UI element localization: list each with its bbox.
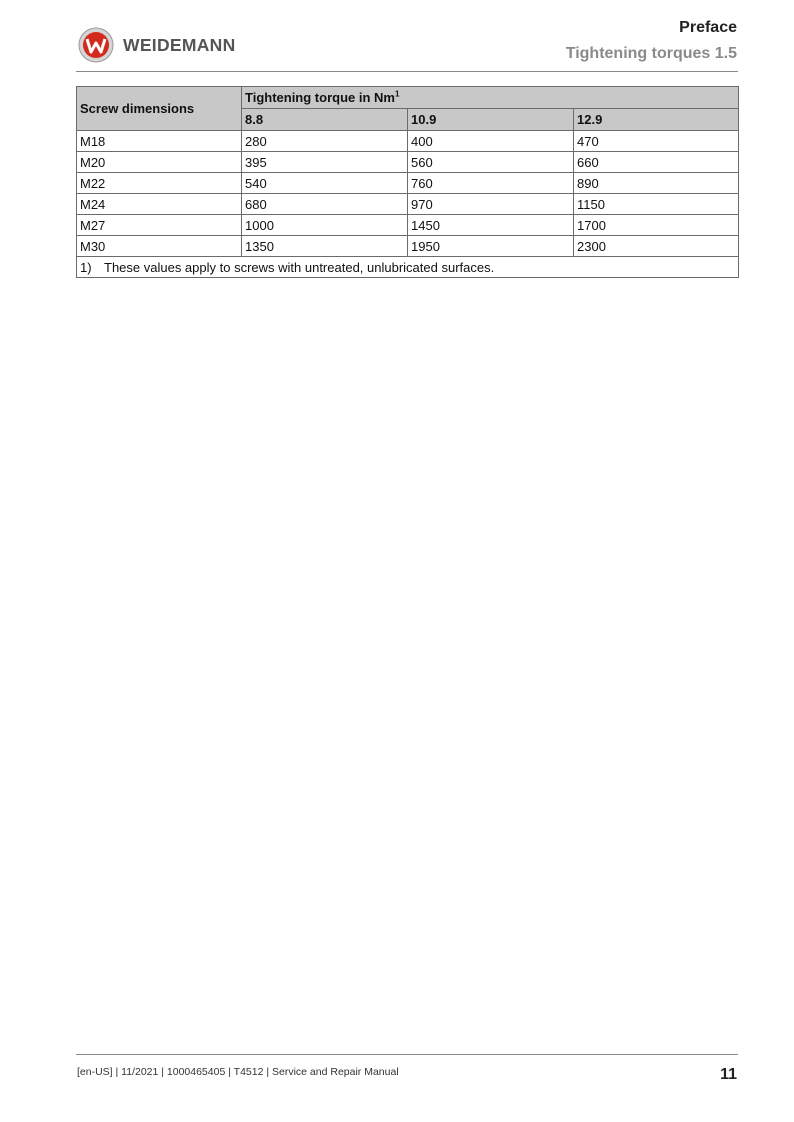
torque-value: 470 [574,131,739,152]
torque-value: 280 [242,131,408,152]
grade-header: 10.9 [408,109,574,131]
torque-value: 1150 [574,194,739,215]
subsection-title: Tightening torques 1.5 [565,45,737,62]
table-row [77,173,739,194]
torque-value: 1350 [242,236,408,257]
footnote-text: These values apply to screws with untreated, unlubricated surfaces. [104,259,495,275]
torque-value: 400 [408,131,574,152]
screw-size: M30 [77,236,242,257]
torque-value: 1700 [574,215,739,236]
torque-value: 1950 [408,236,574,257]
torque-value: 970 [408,194,574,215]
torque-value: 760 [408,173,574,194]
header-screw-dimensions: Screw dimensions [77,87,242,131]
brand-name: WEIDEMANN [123,35,236,55]
torque-value: 395 [242,152,408,173]
screw-size: M22 [77,173,242,194]
page-number: 11 [720,1066,737,1083]
torque-table [76,86,739,278]
footer-divider [76,1054,738,1055]
table-row [77,236,739,257]
screw-size: M24 [77,194,242,215]
screw-size: M27 [77,215,242,236]
torque-value: 540 [242,173,408,194]
torque-value: 1000 [242,215,408,236]
table-footnote-row [77,257,739,278]
footnote-marker: 1 [394,89,400,99]
grade-header: 12.9 [574,109,739,131]
header-tightening-torque: Tightening torque in Nm$^1$ [242,87,739,109]
torque-value: 1450 [408,215,574,236]
torque-value: 560 [408,152,574,173]
torque-value: 2300 [574,236,739,257]
table-row [77,194,739,215]
header-divider [76,71,738,72]
footnote-number: 1) [80,259,92,275]
footer-document-info: [en-US] | 11/2021 | 1000465405 | T4512 | Service and Repair Manual [77,1066,399,1078]
table-row [77,215,739,236]
torque-value: 890 [574,173,739,194]
weidemann-logo [78,27,114,63]
grade-header: 8.8 [242,109,408,131]
section-title: Preface [679,19,737,36]
table-row [77,152,739,173]
torque-value: 660 [574,152,739,173]
screw-size: M18 [77,131,242,152]
table-footnote [77,257,739,278]
screw-size: M20 [77,152,242,173]
table-row [77,131,739,152]
table-header-row [77,87,739,109]
torque-value: 680 [242,194,408,215]
